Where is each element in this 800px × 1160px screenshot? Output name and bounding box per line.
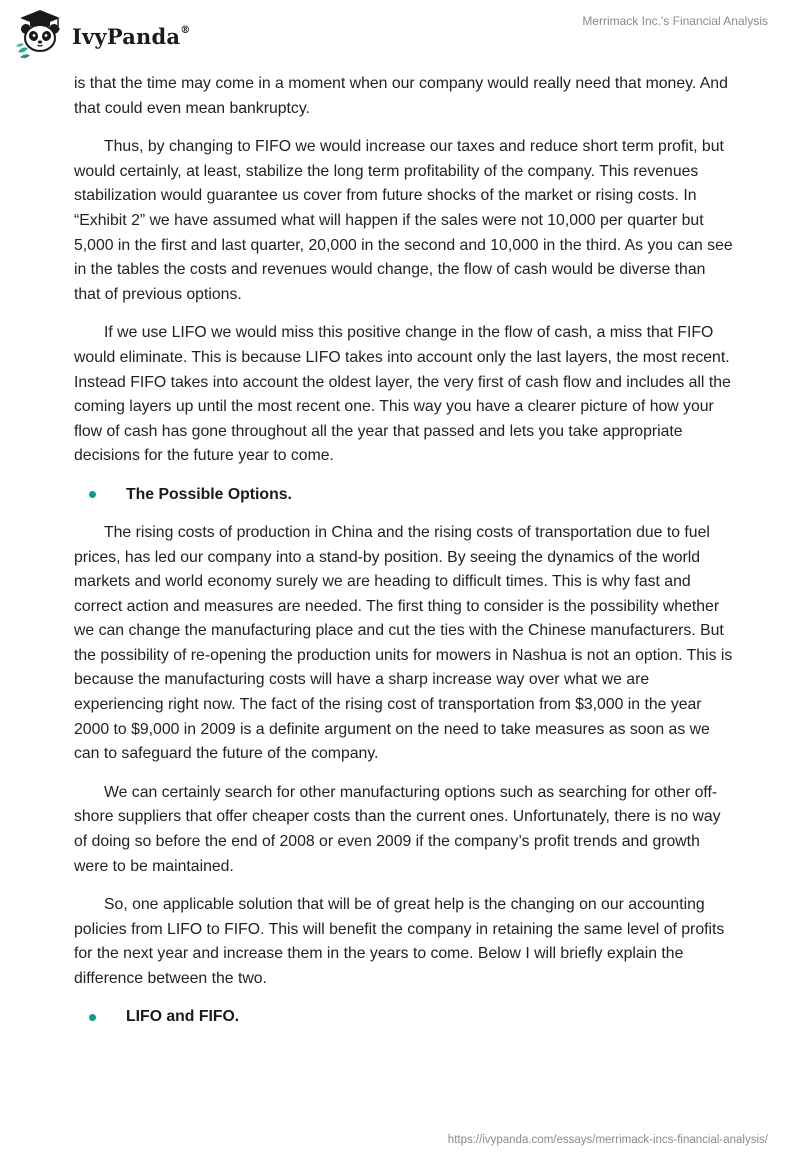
paragraph: We can certainly search for other manufacturing options such as searching for other off-shore suppliers that offer cheaper costs than the current ones. Unfortunately, there is no way of doing so before the end of 2008 or even 2009 if the company’s profit trends and growth were to be maintained.: [74, 783, 721, 875]
section-heading: LIFO and FIFO.: [126, 1008, 240, 1026]
section-heading-bullet: [74, 1006, 734, 1030]
paragraph: The rising costs of production in China and the rising costs of transportation due to fuel prices, has led our company into a stand-by position. By seeing the dynamics of the world markets and world economy surely we are heading to difficult times. This is why fast and correct action and measures are needed. The first thing to consider is the possibility whether we can change the manufacturing place and cut the ties with the Chinese manufacturers. But the possibility of re-opening the production units for mowers in Nashua is not an option. This is because the manufacturing costs will have a sharp increase way over what we are experiencing right now. The fact of the rising cost of transportation from $3,000 in the year 2000 to $9,000 in 2009 is a definite argument on the need to take measures as soon as we can to safeguard the future of the company.: [74, 523, 733, 763]
section-heading: The Possible Options.: [126, 485, 292, 503]
section-heading-bullet: [74, 483, 734, 507]
paragraph: Thus, by changing to FIFO we would increase our taxes and reduce short term profit, but would certainly, at least, stabilize the long term profitability of the company. This revenues stabilization would guarantee us cover from future shocks of the market or rising costs. In “Exhibit 2” we have assumed what will happen if the sales were not 10,000 per quarter but 5,000 in the first and last quarter, 20,000 in the second and 10,000 in the third. As you can see in the tables the costs and revenues would change, the flow of cash would be diverse than that of previous options.: [74, 138, 733, 303]
paragraph: If we use LIFO we would miss this positive change in the flow of cash, a miss that FIFO would eliminate. This is because LIFO takes into account only the last layers, the most recent. Instead FIFO takes into account the oldest layer, the very first of cash flow and includes all the coming layers up until the most recent one. This way you have a clearer picture of how your flow of cash has gone throughout all the year that passed and lets you take appropriate decisions for the future year to come.: [74, 324, 731, 465]
essay-body: [74, 72, 734, 1044]
paragraph: So, one applicable solution that will be of great help is the changing on our accounting policies from LIFO to FIFO. This will benefit the company in retaining the same level of profits for the next year and increase them in the years to come. Below I will briefly explain the difference between the two.: [74, 896, 725, 987]
paragraph: is that the time may come in a moment when our company would really need that money. And that could even mean bankruptcy.: [74, 75, 728, 117]
ivypanda-logo[interactable]: [14, 8, 190, 60]
logo-wordmark: IvyPanda®: [72, 23, 191, 49]
source-url[interactable]: https://ivypanda.com/essays/merrimack-incs-financial-analysis/: [447, 1134, 768, 1146]
bullet-icon: [89, 1014, 96, 1021]
panda-logo-icon: [14, 8, 66, 60]
bullet-icon: [89, 491, 96, 498]
page-header: [0, 0, 800, 70]
document-title: Merrimack Inc.'s Financial Analysis: [582, 14, 768, 28]
